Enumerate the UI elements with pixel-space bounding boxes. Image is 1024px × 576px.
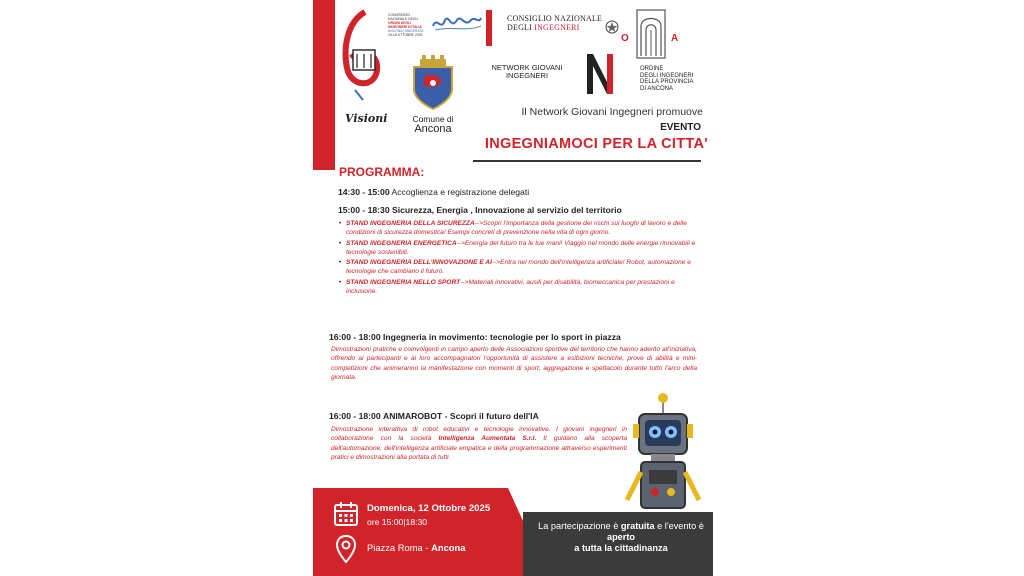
- note-gratuita: gratuita: [620, 521, 655, 531]
- ngi-n-logo-icon: [585, 52, 615, 96]
- ordine-line: DEGLI INGEGNERI: [640, 72, 694, 79]
- congress-line: CONGRESSO: [388, 13, 411, 17]
- title-underline: [473, 160, 701, 162]
- congress-line: NAZIONALE DEGLI: [388, 17, 419, 21]
- place-city: Ancona: [431, 542, 466, 553]
- red-side-strip: [313, 0, 335, 170]
- visioni-signature: Visioni: [345, 112, 388, 125]
- event-time: ore 15:00|18:30: [367, 517, 428, 527]
- stand-name: STAND INGEGNERIA NELLO SPORT: [346, 278, 461, 286]
- stand-item: [339, 219, 699, 237]
- event-poster: [313, 0, 713, 576]
- comune-line1: Comune di: [412, 114, 454, 124]
- slot-2: [338, 205, 698, 215]
- stand-text: Energia del futuro tra le tue mani! Viaggio nel mondo delle energie rinnovabili e tecnologie sostenibili.: [346, 239, 696, 256]
- congress-line: ORDINI DEGLI: [388, 21, 412, 25]
- note-a: La partecipazione è: [538, 521, 621, 531]
- ordine-arch-logo-icon: [635, 8, 667, 60]
- event-place: [367, 542, 465, 553]
- cni-logo-text: [507, 14, 602, 32]
- slot-3-text: Ingegneria in movimento: tecnologie per lo sport in piazza: [383, 332, 621, 342]
- stand-arrow: -->: [460, 278, 469, 286]
- stand-arrow: -->: [491, 259, 501, 266]
- visioni-script-logo-icon: [431, 12, 483, 34]
- stand-item: [339, 258, 699, 276]
- congress-6-logo-icon: [337, 8, 387, 108]
- stand-name: STAND INGEGNERIA ENERGETICA: [346, 239, 457, 247]
- participation-note: [535, 521, 707, 554]
- note-aperto: aperto: [606, 532, 636, 542]
- stand-text: Materiali innovativi, ausili per disabilità, biomeccanica per prestazioni e inclusione.: [346, 278, 675, 295]
- stand-name: STAND INGEGNERIA DELL'INNOVAZIONE E AI: [346, 259, 492, 266]
- congress-logo: [337, 8, 387, 108]
- republic-emblem-icon: [605, 20, 619, 34]
- stand-text: Entra nel mondo dell'intelligenza artificiale! Robot, automazione e tecnologie che cambiano il futuro.: [346, 259, 691, 275]
- cni-name-line2: [507, 23, 602, 32]
- ordine-letter-o: O: [621, 33, 629, 44]
- ngi-line1: NETWORK GIOVANI: [491, 63, 563, 72]
- stand-list: [339, 219, 699, 297]
- stand-text: Scopri l'importanza della gestione dei rischi sui luoghi di lavoro e delle condizioni di sicurezza domestica! Esempi concreti di prevenzione nella vita di ogni giorno.: [346, 220, 687, 236]
- stand-item: [339, 278, 699, 296]
- program-heading: PROGRAMMA:: [339, 165, 425, 179]
- evento-label: EVENTO: [660, 122, 701, 133]
- ngi-logo-text: [483, 64, 571, 80]
- slot-2-time: 15:00 - 18:30: [338, 205, 390, 215]
- congress-line: 15-18 OTTOBRE 2025: [388, 33, 423, 37]
- slot-3: [329, 332, 699, 342]
- slot-4-description: [331, 425, 627, 463]
- stand-item: [339, 239, 699, 257]
- slot-1-text: Accoglienza e registrazione delegati: [391, 187, 530, 197]
- cni-prefix: DEGLI: [507, 23, 535, 32]
- slot-2-text: Sicurezza, Energia , Innovazione al servizio del territorio: [392, 205, 622, 215]
- slot-3-description: Dimostrazioni pratiche e coinvolgenti in campo aperto delle Associazioni sportive del territorio che hanno aderito all'iniziativa, offrendo ai partecipanti e ai loro accompagnatori l'opportunità di assistere a esibizioni tecniche, prove di abilità e mini-competizioni che animeranno la manifestazione con momenti di sport, aggregazione e spettacolo durante tutto l'arco della giornata.: [331, 346, 697, 382]
- slot-4-desc-b: ti guidano alla scoperta dell'automazione, dell'intelligenza artificiale empatica e della programmazione attraverso esperimenti pratici e dimostrazioni alla portata di tutti.: [331, 435, 627, 462]
- cni-highlight: INGEGNERI: [534, 23, 580, 32]
- stand-arrow: -->: [474, 220, 483, 227]
- slot-4-time: 16:00 - 18:00: [329, 411, 381, 421]
- stand-name: STAND INGEGNERIA DELLA SICUREZZA: [346, 220, 475, 227]
- slot-4-text: ANIMAROBOT - Scopri il futuro dell'IA: [383, 411, 539, 421]
- slot-4-desc-a: Dimostrazione interattiva di robot educativi e tecnologie innovative. I giovani ingegneri in collaborazione con la società: [331, 426, 627, 443]
- place-prefix: Piazza Roma -: [367, 542, 432, 553]
- congress-line: ANCONA | MACERATA: [388, 29, 424, 33]
- slot-1-time: 14:30 - 15:00: [338, 187, 390, 197]
- congress-line: INGEGNERI D'ITALIA: [388, 25, 422, 29]
- ordine-line: ORDINE: [640, 66, 664, 72]
- ordine-text-block: [640, 66, 713, 92]
- cni-red-bar-icon: [486, 10, 492, 46]
- slot-1: [338, 187, 698, 197]
- robot-illustration: [621, 392, 705, 512]
- event-title: INGEGNIAMOCI PER LA CITTA': [484, 136, 708, 152]
- ordine-line: DI ANCONA: [640, 85, 674, 92]
- slot-4-company: Intelligenza Aumentata S.r.l.: [438, 435, 537, 443]
- stand-arrow: -->: [456, 239, 465, 247]
- ngi-line2: INGEGNERI: [505, 71, 549, 80]
- slot-3-time: 16:00 - 18:00: [329, 332, 381, 342]
- congress-text-block: [388, 13, 433, 37]
- event-date: Domenica, 12 Ottobre 2025: [367, 503, 491, 514]
- ordine-letter-a: A: [671, 33, 679, 44]
- coat-of-arms-icon: [408, 55, 458, 111]
- note-b: e l'evento è: [654, 521, 704, 531]
- ordine-line: DELLA PROVINCIA: [640, 79, 694, 85]
- note-c: a tutta la cittadinanza: [574, 543, 668, 553]
- calendar-icon: [333, 501, 359, 527]
- location-pin-icon: [335, 534, 357, 564]
- promo-line: Il Network Giovani Ingegneri promuove: [521, 106, 703, 118]
- cni-name-line1: CONSIGLIO NAZIONALE: [507, 14, 603, 23]
- comune-line2: Ancona: [414, 123, 452, 135]
